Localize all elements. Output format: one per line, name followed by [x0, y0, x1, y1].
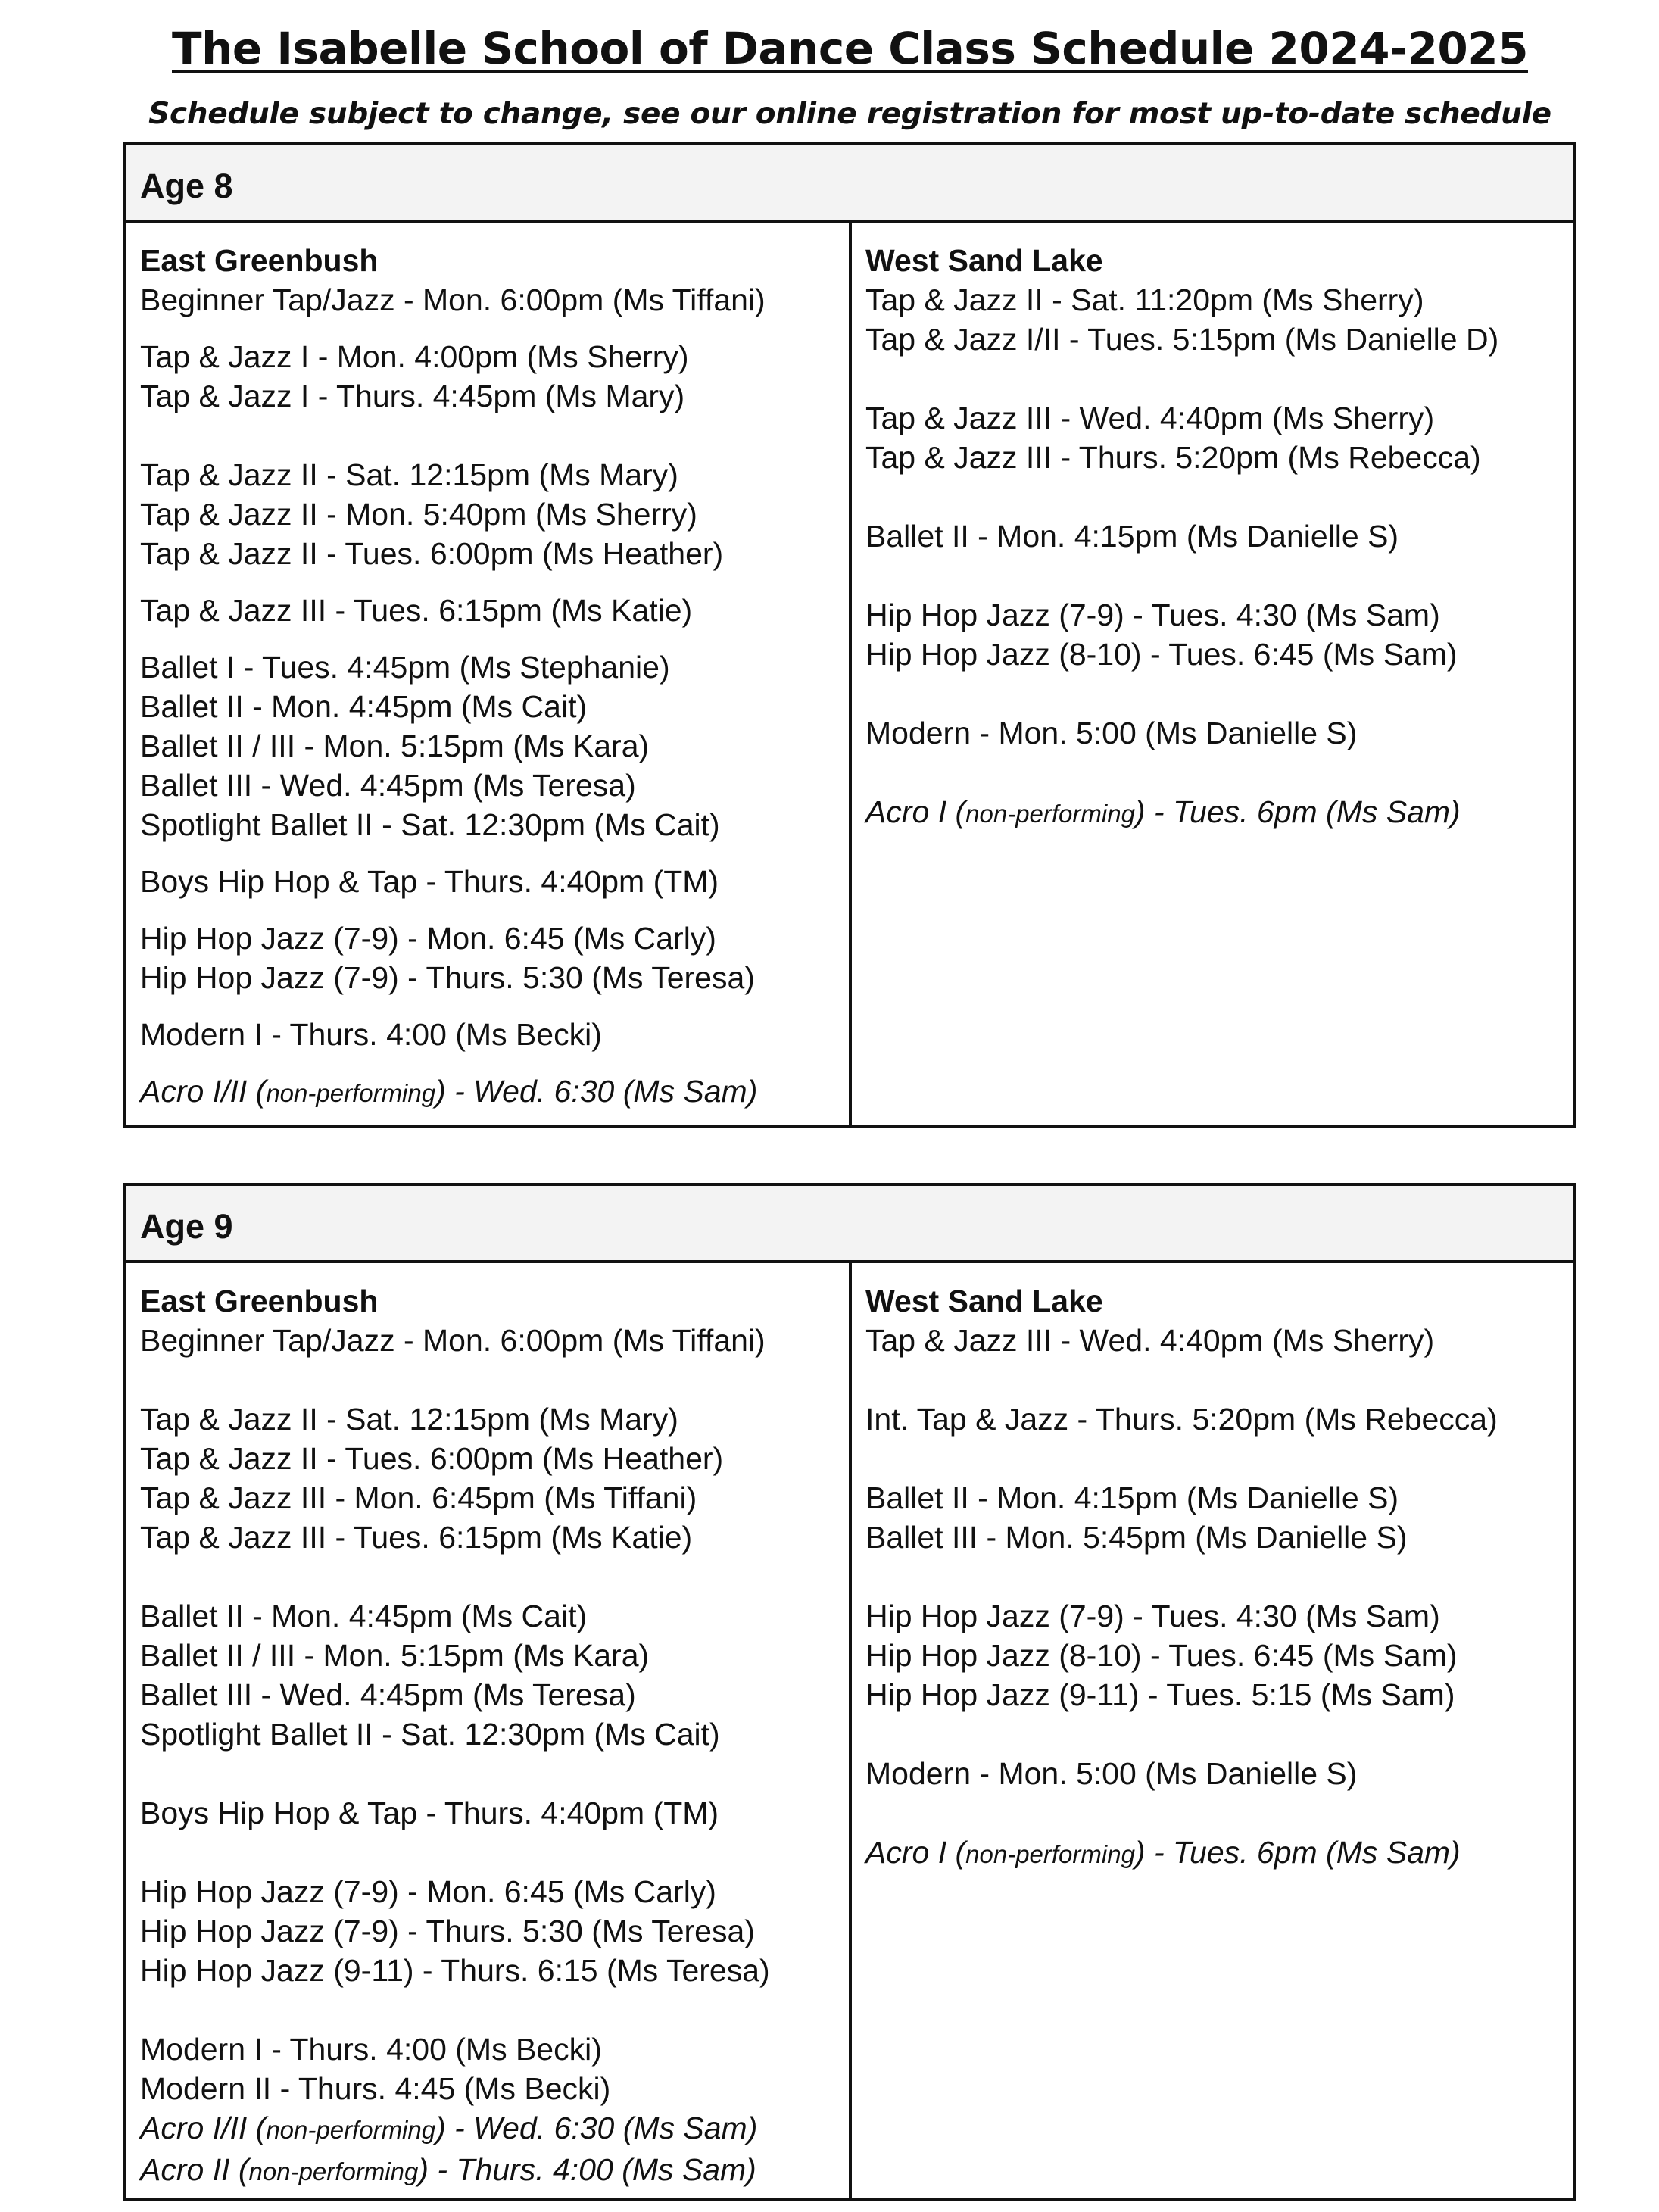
- acro-class-entry: [140, 1072, 840, 1113]
- acro-name: Acro I/II (: [140, 2111, 267, 2145]
- class-entry: Tap & Jazz III - Mon. 6:45pm (Ms Tiffani): [140, 1480, 697, 1515]
- class-entry: Ballet III - Mon. 5:45pm (Ms Danielle S): [865, 1520, 1408, 1555]
- class-entry: Tap & Jazz II - Tues. 6:00pm (Ms Heather): [140, 1441, 724, 1476]
- location-heading: West Sand Lake: [865, 1284, 1103, 1318]
- acro-details: ) - Wed. 6:30 (Ms Sam): [435, 1074, 758, 1109]
- class-entry: Hip Hop Jazz (7-9) - Tues. 4:30 (Ms Sam): [865, 1599, 1440, 1633]
- class-entry: Int. Tap & Jazz - Thurs. 5:20pm (Ms Rebecca): [865, 1402, 1498, 1437]
- class-entry: Boys Hip Hop & Tap - Thurs. 4:40pm (TM): [140, 1795, 719, 1830]
- class-entry: Tap & Jazz II - Sat. 11:20pm (Ms Sherry): [865, 282, 1424, 317]
- class-entry: Ballet II - Mon. 4:15pm (Ms Danielle S): [865, 1480, 1399, 1515]
- class-entry: Hip Hop Jazz (7-9) - Mon. 6:45 (Ms Carly): [140, 921, 716, 956]
- class-entry: Hip Hop Jazz (7-9) - Mon. 6:45 (Ms Carly): [140, 1874, 716, 1909]
- acro-details: ) - Tues. 6pm (Ms Sam): [1134, 794, 1461, 829]
- acro-class-entry: [140, 2108, 840, 2150]
- class-entry: Spotlight Ballet II - Sat. 12:30pm (Ms Cait): [140, 1717, 720, 1752]
- class-entry: Tap & Jazz II - Sat. 12:15pm (Ms Mary): [140, 1402, 678, 1437]
- class-entry: Modern - Mon. 5:00 (Ms Danielle S): [865, 1756, 1358, 1791]
- age-8-east-column: [126, 223, 852, 1125]
- class-entry: Hip Hop Jazz (9-11) - Tues. 5:15 (Ms Sam): [865, 1677, 1455, 1712]
- acro-name: Acro I (: [865, 1835, 966, 1870]
- class-entry: Tap & Jazz III - Wed. 4:40pm (Ms Sherry): [865, 401, 1435, 435]
- acro-note: non-performing: [248, 2157, 419, 2185]
- class-entry: Ballet II / III - Mon. 5:15pm (Ms Kara): [140, 1638, 650, 1673]
- page-subtitle: Schedule subject to change, see our online registration for most up-to-date schedule: [148, 97, 1551, 131]
- class-entry: Boys Hip Hop & Tap - Thurs. 4:40pm (TM): [140, 864, 719, 899]
- page-title: The Isabelle School of Dance Class Schedule 2024-2025: [172, 23, 1528, 74]
- class-entry: Tap & Jazz II - Tues. 6:00pm (Ms Heather): [140, 536, 724, 571]
- class-entry: Tap & Jazz III - Tues. 6:15pm (Ms Katie): [140, 593, 693, 628]
- class-entry: Tap & Jazz I/II - Tues. 5:15pm (Ms Danielle D): [865, 322, 1499, 357]
- acro-name: Acro I/II (: [140, 1074, 267, 1109]
- acro-class-entry: [865, 792, 1564, 834]
- class-entry: Modern I - Thurs. 4:00 (Ms Becki): [140, 2032, 602, 2067]
- age-9-east-column: [126, 1263, 852, 2198]
- acro-details: ) - Thurs. 4:00 (Ms Sam): [418, 2152, 756, 2187]
- acro-note: non-performing: [266, 2116, 436, 2144]
- class-entry: Hip Hop Jazz (7-9) - Thurs. 5:30 (Ms Teresa): [140, 960, 755, 995]
- class-entry: Modern I - Thurs. 4:00 (Ms Becki): [140, 1017, 602, 1052]
- acro-class-entry: [865, 1833, 1564, 1874]
- age-9-west-column: [852, 1263, 1573, 2198]
- acro-details: ) - Tues. 6pm (Ms Sam): [1134, 1835, 1461, 1870]
- class-entry: Hip Hop Jazz (8-10) - Tues. 6:45 (Ms Sam): [865, 1638, 1458, 1673]
- class-entry: Ballet II / III - Mon. 5:15pm (Ms Kara): [140, 728, 650, 763]
- class-entry: Hip Hop Jazz (7-9) - Thurs. 5:30 (Ms Teresa): [140, 1914, 755, 1948]
- class-entry: Spotlight Ballet II - Sat. 12:30pm (Ms Cait): [140, 807, 720, 842]
- class-entry: Tap & Jazz III - Wed. 4:40pm (Ms Sherry): [865, 1323, 1435, 1358]
- age-9-heading: Age 9: [126, 1186, 1573, 1263]
- class-entry: Tap & Jazz I - Thurs. 4:45pm (Ms Mary): [140, 379, 685, 413]
- class-entry: Modern II - Thurs. 4:45 (Ms Becki): [140, 2071, 611, 2106]
- class-entry: Beginner Tap/Jazz - Mon. 6:00pm (Ms Tiffani): [140, 282, 766, 317]
- class-entry: Modern - Mon. 5:00 (Ms Danielle S): [865, 716, 1358, 750]
- class-entry: Hip Hop Jazz (9-11) - Thurs. 6:15 (Ms Teresa): [140, 1953, 770, 1988]
- age-8-columns: [126, 223, 1573, 1125]
- acro-note: non-performing: [965, 800, 1135, 828]
- age-9-table: [123, 1183, 1576, 2201]
- location-heading: East Greenbush: [140, 1284, 379, 1318]
- acro-note: non-performing: [266, 1079, 436, 1107]
- age-8-west-column: [852, 223, 1573, 1125]
- class-entry: Ballet II - Mon. 4:45pm (Ms Cait): [140, 689, 588, 724]
- class-entry: Tap & Jazz III - Tues. 6:15pm (Ms Katie): [140, 1520, 693, 1555]
- acro-name: Acro II (: [140, 2152, 249, 2187]
- location-heading: West Sand Lake: [865, 243, 1103, 278]
- acro-note: non-performing: [965, 1840, 1135, 1868]
- class-entry: Beginner Tap/Jazz - Mon. 6:00pm (Ms Tiffani): [140, 1323, 766, 1358]
- age-9-columns: [126, 1263, 1573, 2198]
- class-entry: Tap & Jazz III - Thurs. 5:20pm (Ms Rebecca): [865, 440, 1481, 475]
- class-entry: Tap & Jazz II - Mon. 5:40pm (Ms Sherry): [140, 497, 697, 532]
- class-entry: Hip Hop Jazz (8-10) - Tues. 6:45 (Ms Sam): [865, 637, 1458, 672]
- class-entry: Hip Hop Jazz (7-9) - Tues. 4:30 (Ms Sam): [865, 597, 1440, 632]
- location-heading: East Greenbush: [140, 243, 379, 278]
- class-entry: Ballet I - Tues. 4:45pm (Ms Stephanie): [140, 650, 670, 685]
- age-8-heading: Age 8: [126, 145, 1573, 223]
- acro-class-entry: [140, 2150, 840, 2192]
- age-8-table: [123, 142, 1576, 1128]
- class-entry: Ballet II - Mon. 4:45pm (Ms Cait): [140, 1599, 588, 1633]
- class-entry: Tap & Jazz I - Mon. 4:00pm (Ms Sherry): [140, 339, 689, 374]
- class-entry: Ballet III - Wed. 4:45pm (Ms Teresa): [140, 1677, 636, 1712]
- acro-name: Acro I (: [865, 794, 966, 829]
- acro-details: ) - Wed. 6:30 (Ms Sam): [435, 2111, 758, 2145]
- class-entry: Tap & Jazz II - Sat. 12:15pm (Ms Mary): [140, 457, 678, 492]
- class-entry: Ballet III - Wed. 4:45pm (Ms Teresa): [140, 768, 636, 803]
- class-entry: Ballet II - Mon. 4:15pm (Ms Danielle S): [865, 519, 1399, 554]
